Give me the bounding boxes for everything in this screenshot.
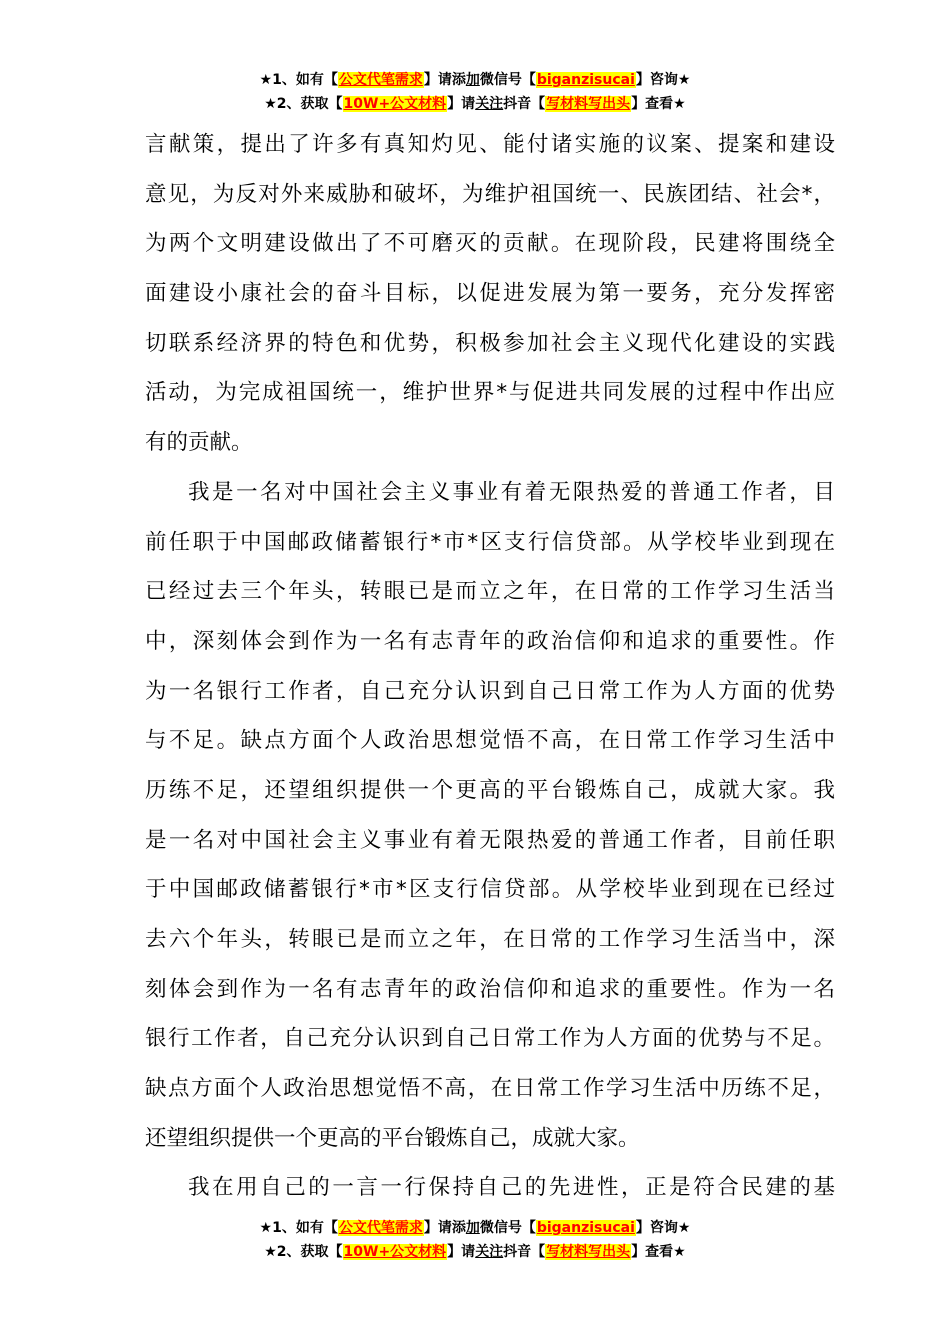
- banner-line-1: ★1、如有【公文代笔需求】请添加微信号【biganzisucai】咨询★: [259, 72, 691, 88]
- banner-highlight: biganzisucai: [536, 72, 635, 88]
- banner-highlight: 写材料写出头: [546, 1244, 631, 1260]
- body-line: 中，深刻体会到作为一名有志青年的政治信仰和追求的重要性。作: [145, 628, 835, 654]
- body-line: 活动，为完成祖国统一，维护世界*与促进共同发展的过程中作出应: [145, 380, 835, 406]
- header-banner: [0, 68, 950, 116]
- body-line: 为一名银行工作者，自己充分认识到自己日常工作为人方面的优势: [145, 678, 835, 704]
- banner-line-2: ★2、获取【10W+公文材料】请关注抖音【写材料写出头】查看★: [264, 1244, 686, 1260]
- banner-highlight: 公文代笔需求: [338, 72, 423, 88]
- body-line: 我在用自己的一言一行保持自己的先进性，正是符合民建的基: [188, 1175, 835, 1201]
- banner-highlight: 写材料写出头: [546, 96, 631, 112]
- banner-highlight: 公文代笔需求: [338, 1220, 423, 1236]
- banner-highlight: 10W+公文材料: [343, 1244, 447, 1260]
- body-line: 切联系经济界的特色和优势，积极参加社会主义现代化建设的实践: [145, 330, 835, 356]
- body-line: 银行工作者，自己充分认识到自己日常工作为人方面的优势与不足。: [145, 1026, 835, 1052]
- body-line: 刻体会到作为一名有志青年的政治信仰和追求的重要性。作为一名: [145, 976, 835, 1002]
- body-line: 前任职于中国邮政储蓄银行*市*区支行信贷部。从学校毕业到现在: [145, 529, 835, 555]
- body-line: 为两个文明建设做出了不可磨灭的贡献。在现阶段，民建将围绕全: [145, 231, 835, 257]
- body-line: 有的贡献。: [145, 430, 253, 456]
- body-line: 言献策，提出了许多有真知灼见、能付诸实施的议案、提案和建设: [145, 132, 835, 157]
- body-line: 意见，为反对外来威胁和破坏，为维护祖国统一、民族团结、社会*，: [145, 181, 835, 207]
- body-line: 是一名对中国社会主义事业有着无限热爱的普通工作者，目前任职: [145, 827, 835, 853]
- banner-highlight: 10W+公文材料: [343, 96, 447, 112]
- body-line: 还望组织提供一个更高的平台锻炼自己，成就大家。: [145, 1125, 640, 1151]
- body-line: 去六个年头，转眼已是而立之年，在日常的工作学习生活当中，深: [145, 927, 835, 952]
- body-line: 与不足。缺点方面个人政治思想觉悟不高，在日常工作学习生活中: [145, 728, 835, 754]
- body-line: 已经过去三个年头，转眼已是而立之年，在日常的工作学习生活当: [145, 579, 835, 605]
- banner-line-1: ★1、如有【公文代笔需求】请添加微信号【biganzisucai】咨询★: [259, 1220, 691, 1236]
- document-body: [145, 120, 835, 1213]
- body-line: 缺点方面个人政治思想觉悟不高，在日常工作学习生活中历练不足，: [145, 1076, 835, 1102]
- banner-highlight: biganzisucai: [536, 1220, 635, 1236]
- body-line: 历练不足，还望组织提供一个更高的平台锻炼自己，成就大家。我: [145, 777, 835, 803]
- footer-banner: [0, 1216, 950, 1264]
- body-line: 于中国邮政储蓄银行*市*区支行信贷部。从学校毕业到现在已经过: [145, 877, 835, 903]
- body-line: 我是一名对中国社会主义事业有着无限热爱的普通工作者，目: [188, 479, 835, 505]
- body-line: 面建设小康社会的奋斗目标，以促进发展为第一要务，充分发挥密: [145, 281, 835, 307]
- banner-line-2: ★2、获取【10W+公文材料】请关注抖音【写材料写出头】查看★: [264, 96, 686, 112]
